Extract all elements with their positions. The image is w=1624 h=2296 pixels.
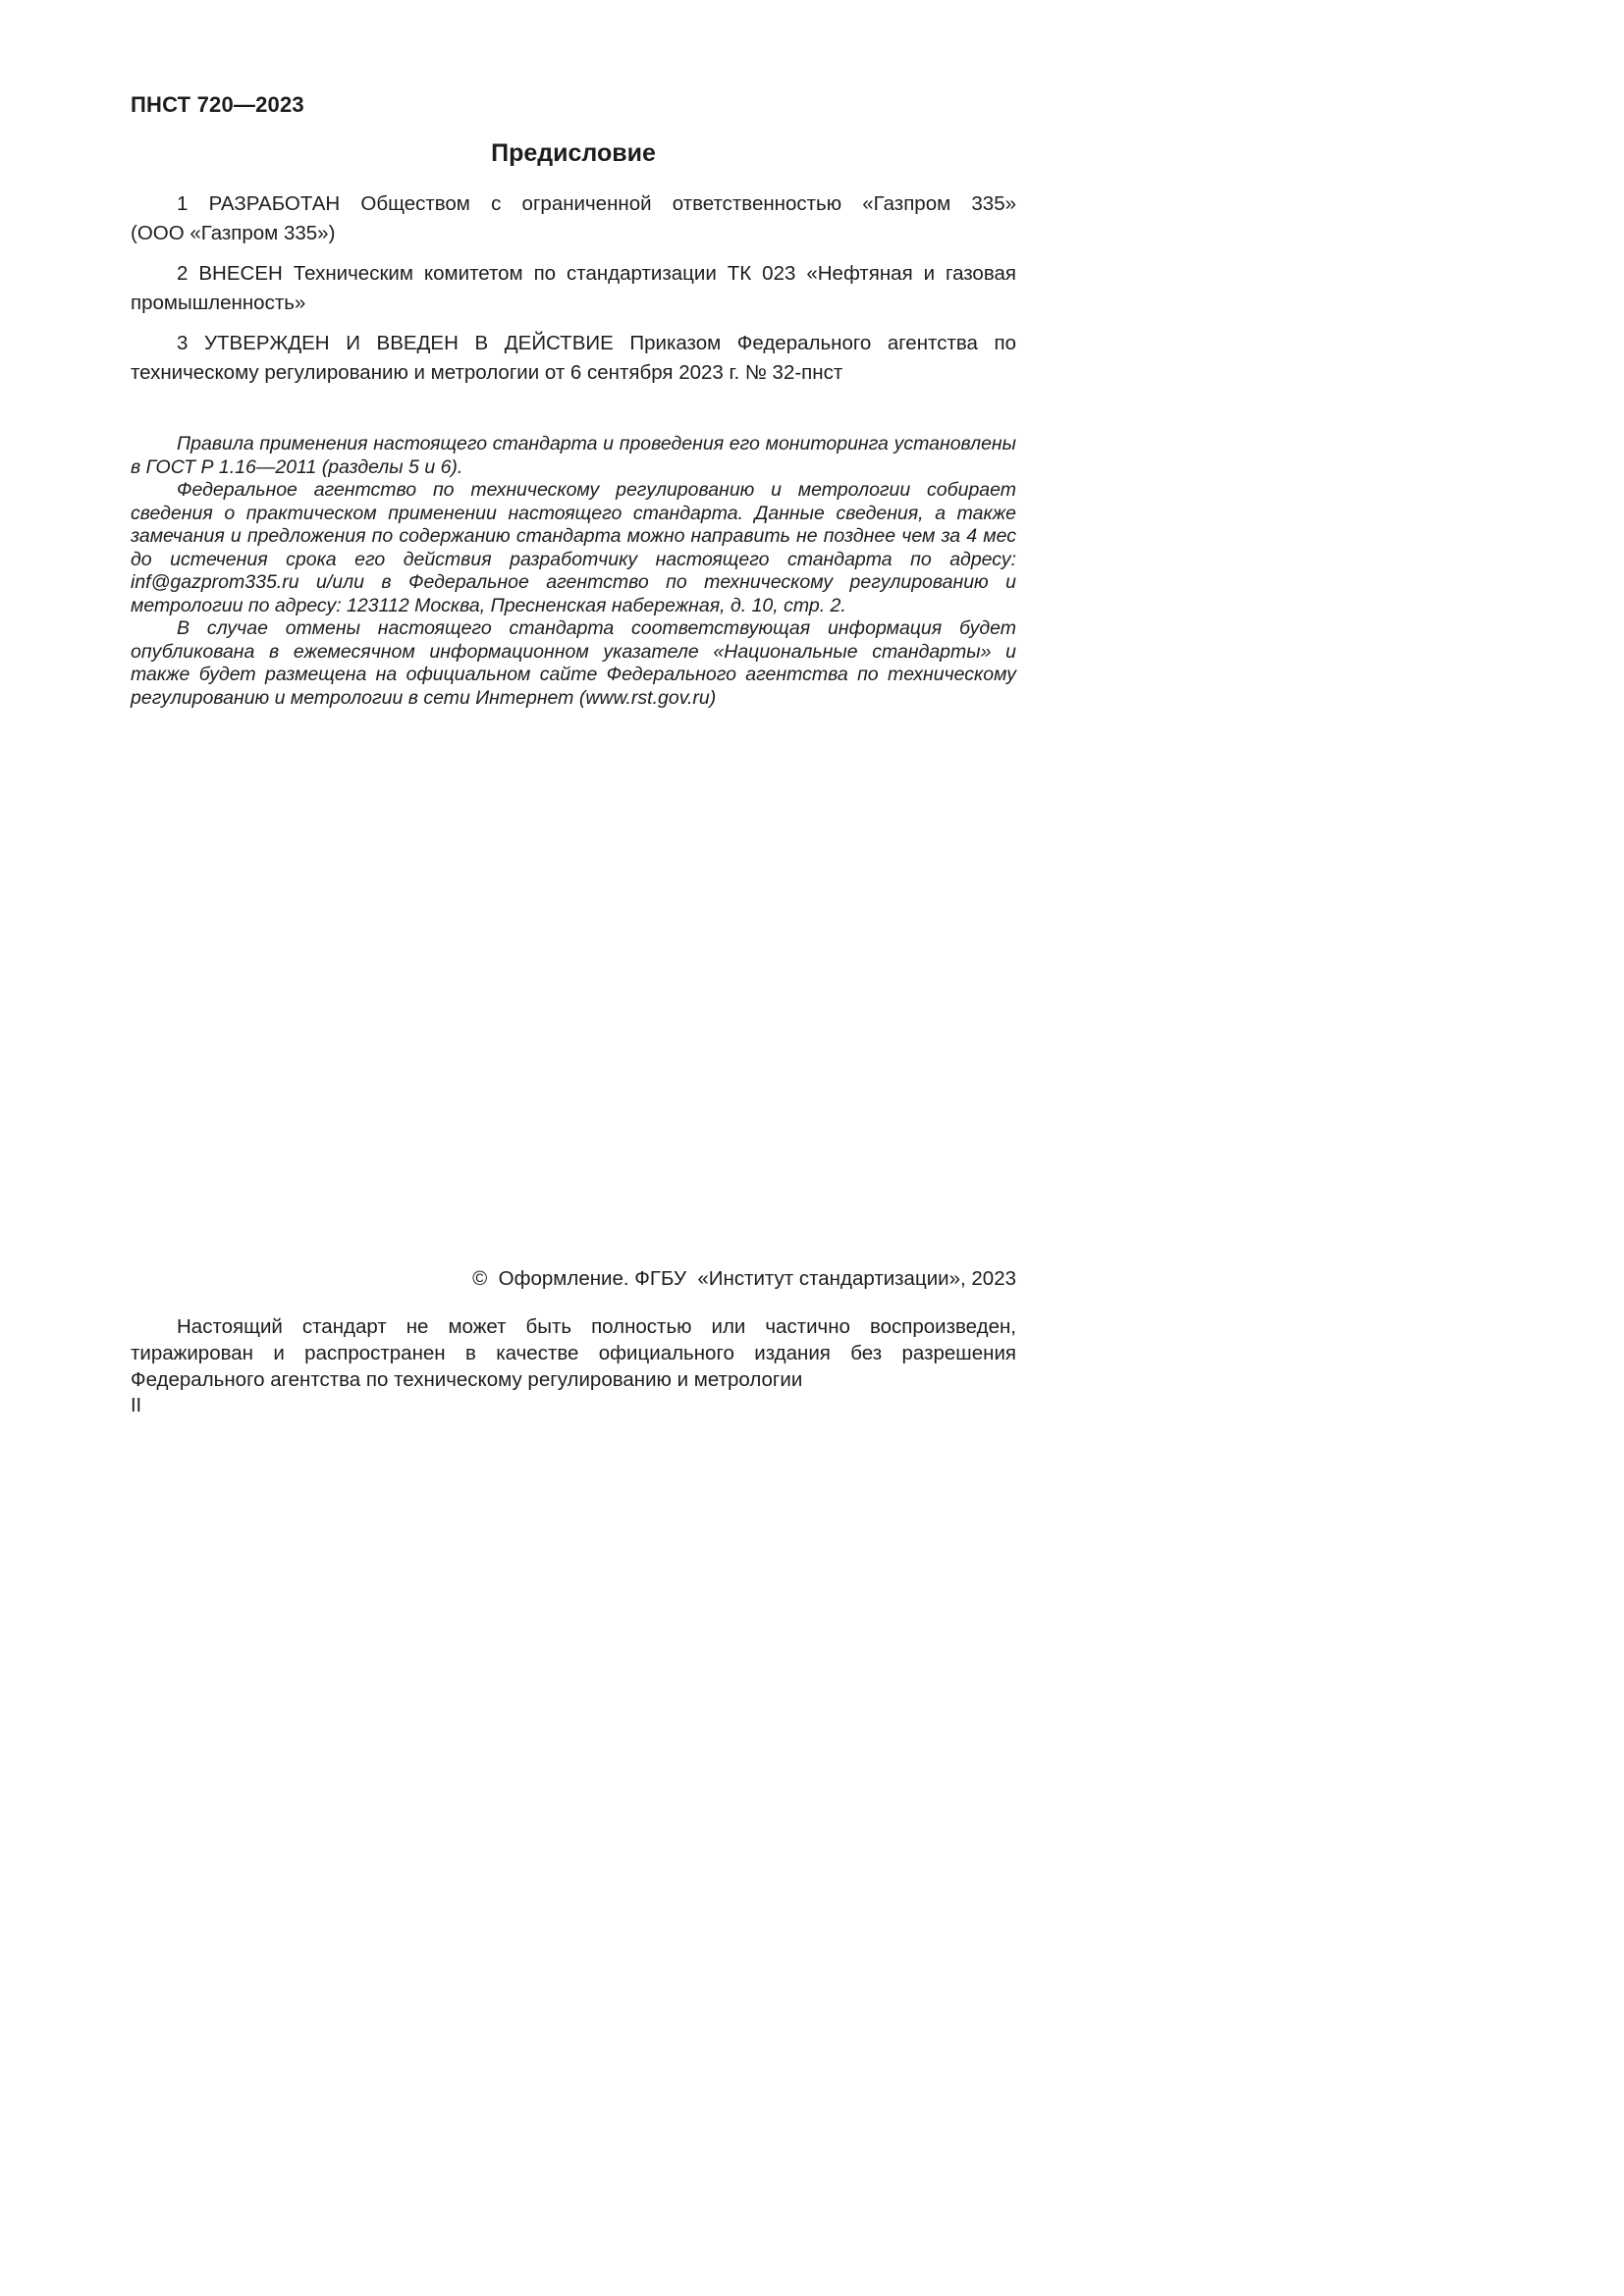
application-notes-section bbox=[131, 433, 1016, 710]
foreword-item-1 bbox=[131, 189, 1016, 248]
foreword-item-1-line-2: (ООО «Газпром 335») bbox=[131, 222, 336, 244]
page-title: Предисловие bbox=[491, 139, 656, 167]
application-notes-para-3: В случае отмены настоящего стандарта соответствующая информация будет опубликована в ежемесячном информационном указателе «Национальные стандарты» и также будет размещена на официальном сайте Федерального агентства по техническому регулированию и метрологии в сети Интернет (www.rst.gov.ru) bbox=[131, 617, 1016, 709]
foreword-section bbox=[131, 189, 1016, 399]
foreword-item-3: 3 УТВЕРЖДЕН И ВВЕДЕН В ДЕЙСТВИЕ Приказом Федерального агентства по техническому регулированию и метрологии от 6 сентября 2023 г. № 32-пнст bbox=[131, 332, 1016, 384]
application-notes-para-2: Федеральное агентство по техническому регулированию и метрологии собирает сведения о практическом применении настоящего стандарта. Данные сведения, а также замечания и предложения по содержанию стандарта можно направить не позднее чем за 4 мес до истечения срока его действия разработчику настоящего стандарта по адресу: inf@gazprom335.ru и/или в Федеральное агентство по техническому регулированию и метрологии по адресу: 123112 Москва, Пресненская набережная, д. 10, стр. 2. bbox=[131, 479, 1016, 616]
foreword-item-1-line-1: 1 РАЗРАБОТАН Обществом с ограниченной ответственностью «Газпром 335» bbox=[177, 192, 1016, 215]
application-notes-para-1: Правила применения настоящего стандарта и проведения его мониторинга установлены в ГОСТ Р 1.16—2011 (разделы 5 и 6). bbox=[131, 433, 1016, 478]
foreword-item-2: 2 ВНЕСЕН Техническим комитетом по стандартизации ТК 023 «Нефтяная и газовая промышленность» bbox=[131, 262, 1016, 314]
document-code: ПНСТ 720—2023 bbox=[131, 92, 304, 117]
copyright-line: © Оформление. ФГБУ «Институт стандартизации», 2023 bbox=[472, 1267, 1016, 1290]
page-number: II bbox=[131, 1395, 142, 1416]
reproduction-restriction-note: Настоящий стандарт не может быть полностью или частично воспроизведен, тиражирован и распространен в качестве официального издания без разрешения Федерального агентства по техническому регулированию и метрологии bbox=[131, 1315, 1016, 1391]
